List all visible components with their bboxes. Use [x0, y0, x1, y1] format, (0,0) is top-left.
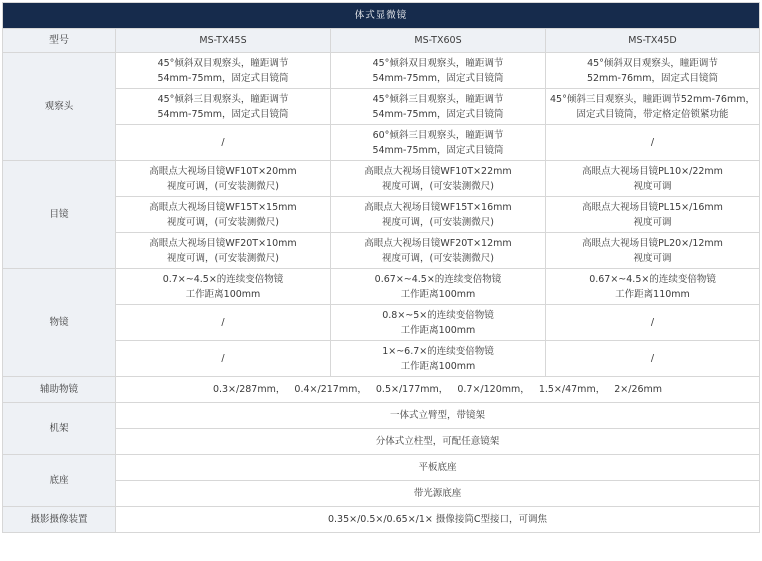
- cell-line: 52mm-76mm，固定式目镜筒: [586, 72, 719, 84]
- cell-line: 45°倾斜双目观察头，瞳距调节: [587, 57, 718, 69]
- cell-line: 视度可调，(可安装测微尺): [382, 252, 494, 264]
- model-header-row: [3, 29, 760, 53]
- spec-cell: 0.35×/0.5×/0.65×/1× 摄像接筒C型接口，可调焦: [116, 507, 760, 533]
- model-name: MS-TX60S: [331, 29, 546, 53]
- table-row: [3, 89, 760, 125]
- cell-line: 高眼点大视场目镜WF20T×10mm: [149, 237, 297, 249]
- cell-line: 54mm-75mm，固定式目镜筒: [157, 72, 289, 84]
- spec-cell: [331, 269, 546, 305]
- model-name: MS-TX45D: [546, 29, 760, 53]
- cell-line: 视度可调: [633, 216, 672, 228]
- model-name: MS-TX45S: [116, 29, 331, 53]
- spec-cell: /: [546, 341, 760, 377]
- cell-line: 视度可调，(可安装测微尺): [382, 180, 494, 192]
- spec-cell: [331, 53, 546, 89]
- spec-cell: [546, 269, 760, 305]
- cell-line: 45°倾斜三目观察头，瞳距调节52mm-76mm，: [550, 93, 755, 105]
- cell-line: 工作距离100mm: [185, 288, 261, 300]
- cell-line: 60°倾斜三目观察头，瞳距调节: [372, 129, 504, 141]
- cell-line: 0.7×~4.5×的连续变倍物镜: [162, 273, 284, 285]
- cell-line: 高眼点大视场目镜WF10T×20mm: [149, 165, 297, 177]
- cell-line: 高眼点大视场目镜WF10T×22mm: [364, 165, 512, 177]
- cell-line: 0.8×~5×的连续变倍物镜: [382, 309, 494, 321]
- spec-cell: [116, 161, 331, 197]
- spec-cell: /: [116, 305, 331, 341]
- spec-cell: 分体式立柱型，可配任意镜架: [116, 429, 760, 455]
- cell-line: 视度可调，(可安装测微尺): [382, 216, 494, 228]
- cell-line: 视度可调: [633, 252, 672, 264]
- table-row: [3, 507, 760, 533]
- table-row: [3, 305, 760, 341]
- cell-line: 高眼点大视场目镜PL10×/22mm: [582, 165, 723, 177]
- table-row: [3, 233, 760, 269]
- category-label: 观察头: [3, 53, 116, 161]
- cell-line: 45°倾斜双目观察头，瞳距调节: [157, 57, 289, 69]
- spec-cell: [116, 89, 331, 125]
- cell-line: 高眼点大视场目镜WF15T×16mm: [364, 201, 512, 213]
- spec-cell: [116, 233, 331, 269]
- cell-line: 高眼点大视场目镜PL15×/16mm: [582, 201, 723, 213]
- cell-line: 工作距离110mm: [615, 288, 690, 300]
- spec-cell: 0.3×/287mm， 0.4×/217mm， 0.5×/177mm， 0.7×/120mm， 1.5×/47mm， 2×/26mm: [116, 377, 760, 403]
- table-row: [3, 429, 760, 455]
- spec-cell: [331, 233, 546, 269]
- title-row: [3, 3, 760, 29]
- cell-line: 45°倾斜双目观察头，瞳距调节: [372, 57, 504, 69]
- spec-cell: [546, 197, 760, 233]
- table-row: [3, 341, 760, 377]
- table-row: [3, 125, 760, 161]
- cell-line: 1×~6.7×的连续变倍物镜: [382, 345, 494, 357]
- cell-line: 45°倾斜三目观察头，瞳距调节: [157, 93, 289, 105]
- table-row: [3, 161, 760, 197]
- table-row: [3, 403, 760, 429]
- spec-cell: [331, 89, 546, 125]
- spec-cell: [116, 53, 331, 89]
- cell-line: 高眼点大视场目镜PL20×/12mm: [582, 237, 723, 249]
- cell-line: 视度可调，(可安装测微尺): [167, 252, 279, 264]
- category-label: 辅助物镜: [3, 377, 116, 403]
- cell-line: 45°倾斜三目观察头，瞳距调节: [372, 93, 504, 105]
- category-label: 物镜: [3, 269, 116, 377]
- table-title: 体式显微镜: [3, 3, 760, 29]
- cell-line: 高眼点大视场目镜WF20T×12mm: [364, 237, 512, 249]
- spec-cell: /: [116, 125, 331, 161]
- spec-cell: 平板底座: [116, 455, 760, 481]
- cell-line: 视度可调: [633, 180, 672, 192]
- spec-cell: [546, 53, 760, 89]
- spec-cell: [546, 89, 760, 125]
- cell-line: 高眼点大视场目镜WF15T×15mm: [149, 201, 297, 213]
- cell-line: 工作距离100mm: [400, 360, 476, 372]
- cell-line: 工作距离100mm: [400, 288, 476, 300]
- cell-line: 固定式目镜筒，带定格定倍锁紧功能: [576, 108, 729, 120]
- spec-cell: /: [546, 305, 760, 341]
- table-row: [3, 269, 760, 305]
- table-row: [3, 197, 760, 233]
- cell-line: 视度可调，(可安装测微尺): [167, 216, 279, 228]
- cell-line: 工作距离100mm: [400, 324, 476, 336]
- spec-table: [2, 2, 760, 533]
- category-label: 机架: [3, 403, 116, 455]
- spec-cell: [331, 341, 546, 377]
- cell-line: 0.67×~4.5×的连续变倍物镜: [589, 273, 716, 285]
- cell-line: 54mm-75mm，固定式目镜筒: [157, 108, 289, 120]
- cell-line: 54mm-75mm，固定式目镜筒: [372, 72, 504, 84]
- model-label: 型号: [3, 29, 116, 53]
- cell-line: 54mm-75mm，固定式目镜筒: [372, 108, 504, 120]
- cell-line: 54mm-75mm，固定式目镜筒: [372, 144, 504, 156]
- table-row: [3, 377, 760, 403]
- category-label: 摄影摄像装置: [3, 507, 116, 533]
- spec-cell: /: [116, 341, 331, 377]
- spec-cell: /: [546, 125, 760, 161]
- category-label: 目镜: [3, 161, 116, 269]
- table-row: [3, 53, 760, 89]
- spec-cell: [546, 161, 760, 197]
- spec-cell: [116, 197, 331, 233]
- spec-cell: [116, 269, 331, 305]
- spec-cell: [331, 197, 546, 233]
- spec-cell: [331, 125, 546, 161]
- cell-line: 0.67×~4.5×的连续变倍物镜: [374, 273, 502, 285]
- table-row: [3, 455, 760, 481]
- spec-cell: 带光源底座: [116, 481, 760, 507]
- spec-cell: [331, 161, 546, 197]
- spec-cell: [331, 305, 546, 341]
- table-row: [3, 481, 760, 507]
- spec-cell: [546, 233, 760, 269]
- category-label: 底座: [3, 455, 116, 507]
- spec-cell: 一体式立臂型，带镜架: [116, 403, 760, 429]
- cell-line: 视度可调，(可安装测微尺): [167, 180, 279, 192]
